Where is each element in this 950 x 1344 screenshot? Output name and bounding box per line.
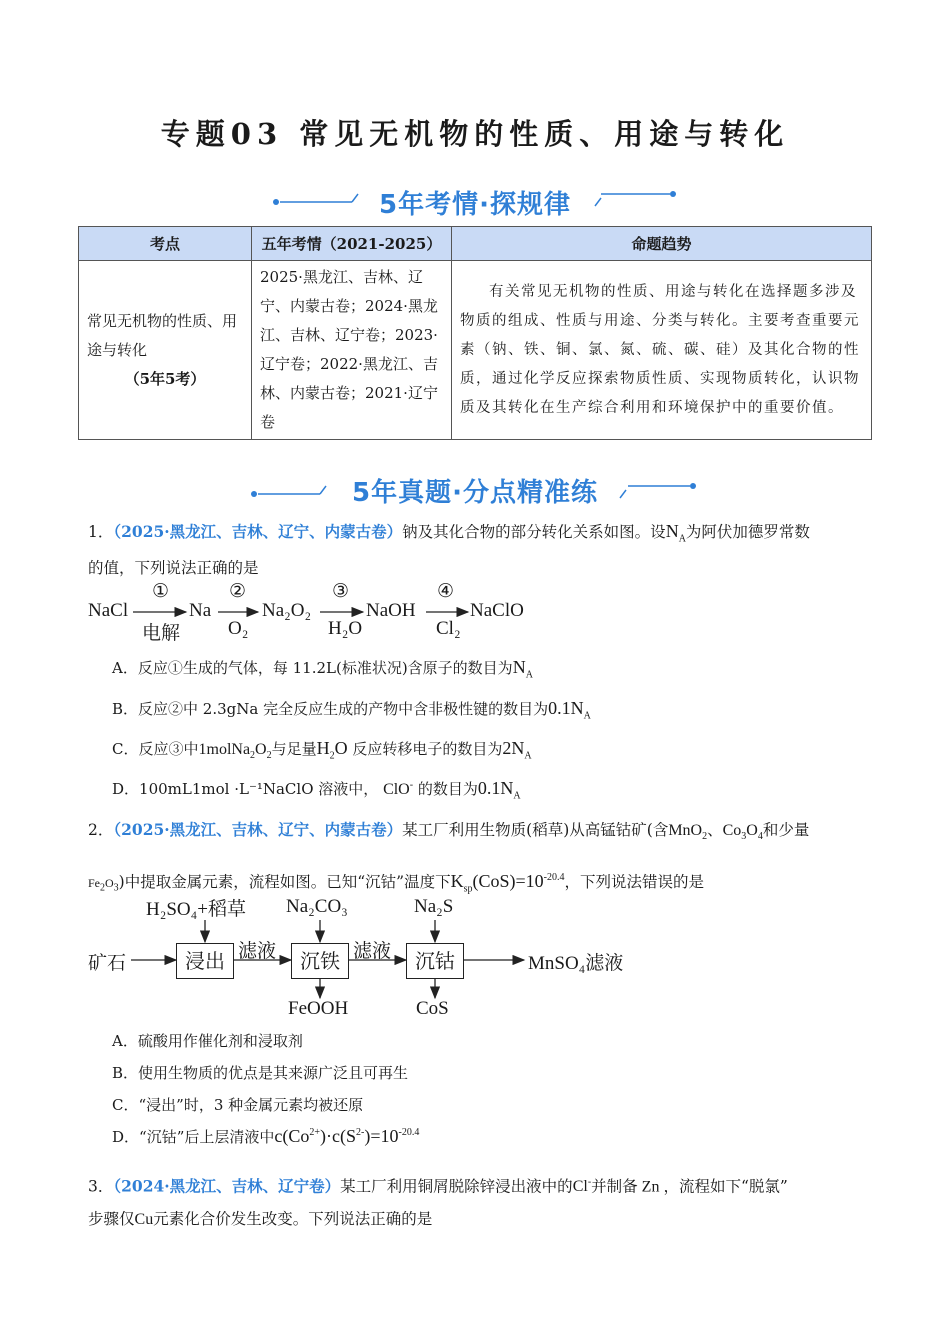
flow-reagent-3: Na₂S — [414, 896, 454, 917]
question-text: )中提取金属元素，流程如图。已知“沉钴”温度下 — [118, 873, 451, 892]
question-text: 某工厂利用生物质(稻草)从高锰钴矿(含 — [402, 821, 669, 839]
math-mno2: MnO$_2$ — [668, 822, 708, 843]
flow-box-cobalt-precipitation: 沉钴 — [406, 943, 464, 979]
option-text: “沉钴”后上层清液中 — [139, 1128, 275, 1146]
option-text: “浸出”时，3 种金属元素均被还原 — [138, 1096, 364, 1114]
option-text: 反应转移电子的数目为 — [352, 740, 503, 758]
option-text: 的数目为 — [417, 780, 478, 798]
question-source: （2025·黑龙江、吉林、辽宁、内蒙古卷） — [113, 820, 403, 839]
option-c[interactable] — [112, 1094, 363, 1115]
question-text: 和少量 — [762, 821, 810, 839]
condition-electrolysis: 电解 — [142, 623, 181, 644]
math-h2o: $H_2O$ — [316, 738, 348, 762]
option-label: D． — [112, 1128, 140, 1146]
option-d[interactable] — [112, 778, 521, 802]
question-3-stem — [88, 1168, 878, 1201]
option-text: 反应②中 2.3gNa 完全反应生成的产物中含非极性键的数目为 — [138, 700, 549, 718]
question-1 — [88, 517, 878, 583]
math-01na: $0.1N_A$ — [477, 778, 521, 802]
flow-reagent-1: H₂SO₄+稻草 — [146, 899, 246, 920]
math-1mol-na2o2: $1molNa_2O_2$ — [198, 741, 272, 762]
option-label: A． — [112, 659, 138, 677]
math-ion-product: $c(Co^{2+})\cdot c(S^{2-})=10^{-20.4}$ — [274, 1126, 420, 1146]
table-header-topic: 考点 — [79, 227, 252, 261]
question-source: （2024·黑龙江、吉林、辽宁卷） — [113, 1176, 341, 1196]
option-a[interactable] — [112, 1030, 303, 1051]
question-text: 并制备 — [591, 1177, 638, 1196]
species-na2o2: Na₂O₂ — [262, 600, 312, 621]
species-naclo: NaClO — [470, 600, 524, 621]
section-banner-exam-trends — [0, 180, 950, 220]
option-text: 反应①生成的气体，每 11.2L(标准状况)含原子的数目为 — [137, 659, 513, 677]
species-naoh: NaOH — [366, 600, 416, 621]
flow-product-feooh: FeOOH — [288, 998, 349, 1019]
option-text: 反应③中 — [138, 740, 199, 758]
math-zn: Zn — [637, 1178, 664, 1196]
condition-h2o: H₂O — [328, 618, 363, 639]
process-flow-diagram — [88, 892, 648, 1022]
step-2: ② — [229, 581, 247, 602]
option-a[interactable] — [112, 657, 533, 681]
option-b[interactable] — [112, 698, 591, 722]
math-na: $N_A$ — [665, 521, 686, 545]
option-label: D． — [112, 780, 140, 798]
banner-title: 5年考情·探规律 — [379, 190, 571, 220]
question-source: （2025·黑龙江、吉林、辽宁、内蒙古卷） — [113, 522, 403, 541]
section-banner-past-exams — [0, 468, 950, 508]
math-clo: ClO- — [383, 779, 414, 798]
flow-end: MnSO₄滤液 — [528, 953, 624, 974]
condition-cl2: Cl₂ — [436, 618, 461, 639]
option-label: C． — [112, 740, 139, 758]
page-title: 专题03 常见无机物的性质、用途与转化 — [160, 117, 790, 151]
question-3-stem-line2 — [88, 1205, 878, 1234]
question-number: 2． — [88, 821, 114, 839]
table-header-trend: 命题趋势 — [452, 227, 872, 261]
flow-box-iron-precipitation: 沉铁 — [291, 943, 349, 979]
option-label: C． — [112, 1096, 139, 1114]
question-text: 为阿伏加德罗常数 — [685, 523, 810, 541]
table-header-history: 五年考情（2021-2025） — [252, 227, 452, 261]
question-1-stem — [88, 517, 878, 554]
option-b[interactable] — [112, 1062, 408, 1083]
option-label: B． — [112, 1064, 139, 1082]
question-text: 、 — [707, 821, 723, 839]
math-ksp: $K_{sp}(CoS)=10^{-20.4}$ — [450, 871, 565, 895]
question-2 — [88, 815, 878, 904]
math-cl-ion: Cl- — [572, 1177, 592, 1196]
math-co3o4: $Co_3O_4$ — [722, 822, 763, 843]
table-row — [79, 261, 872, 440]
math-01na: $0.1N_A$ — [548, 698, 591, 722]
table-cell-trend: 有关常见无机物的性质、用途与转化在选择题多涉及物质的组成、性质与用途、分类与转化。主要考查重要元素（钠、铁、铜、氯、氮、硫、碳、硅）及其化合物的性质，通过化学反应探索物质性质、实现物质转化，认识物质及其转化在生产综合利用和环境保护中的重要价值。 — [452, 261, 872, 440]
option-d[interactable] — [112, 1126, 419, 1147]
question-number: 3． — [88, 1177, 114, 1196]
option-text: 硫酸用作催化剂和浸取剂 — [137, 1032, 303, 1050]
question-text: ，流程如下“脱氯” — [663, 1177, 788, 1196]
topic-text: 常见无机物的性质、用途与转化 — [87, 311, 238, 359]
flow-reagent-2: Na₂CO₃ — [286, 896, 348, 917]
step-1: ① — [152, 581, 170, 602]
step-3: ③ — [332, 581, 350, 602]
flow-filtrate-2: 滤液 — [353, 941, 392, 962]
exam-trend-table — [78, 226, 872, 440]
question-text: 某工厂利用铜屑脱除锌浸出液中的 — [340, 1177, 573, 1196]
condition-o2: O₂ — [228, 618, 249, 639]
math-na: $N_A$ — [512, 657, 533, 681]
species-nacl: NaCl — [88, 600, 129, 621]
question-text: 元素化合价发生改变。下列说法正确的是 — [153, 1210, 433, 1229]
table-cell-topic — [79, 261, 252, 440]
math-cu: Cu — [134, 1211, 154, 1229]
option-text: 100mL1mol ·L⁻¹NaClO 溶液中， — [139, 780, 379, 798]
banner-title: 5年真题·分点精准练 — [352, 478, 598, 508]
question-text: 钠及其化合物的部分转化关系如图。设 — [402, 523, 666, 541]
option-label: B． — [112, 700, 139, 718]
question-number: 1． — [88, 523, 114, 541]
reaction-scheme — [88, 580, 548, 642]
option-text: 使用生物质的优点是其来源广泛且可再生 — [138, 1064, 409, 1082]
question-text: 的值，下列说法正确的是 — [88, 558, 259, 577]
math-2na: $2N_A$ — [502, 738, 532, 762]
option-text: 与足量 — [271, 740, 317, 758]
option-label: A． — [112, 1032, 138, 1050]
step-4: ④ — [437, 581, 455, 602]
flow-start: 矿石 — [88, 953, 127, 974]
option-c[interactable] — [112, 738, 532, 762]
table-header-row — [79, 227, 872, 261]
topic-count: （5年5考） — [124, 369, 206, 388]
table-cell-history: 2025·黑龙江、吉林、辽宁、内蒙古卷；2024·黑龙江、吉林、辽宁卷；2023·辽宁卷；2022·黑龙江、吉林、内蒙古卷；2021·辽宁卷 — [252, 261, 452, 440]
question-text: 步骤仅 — [88, 1210, 135, 1229]
flow-filtrate-1: 滤液 — [238, 941, 277, 962]
question-text: ，下列说法错误的是 — [564, 873, 704, 892]
flow-product-cos: CoS — [416, 998, 449, 1019]
math-fe2o3: $Fe_2O_3$ — [88, 876, 119, 894]
flow-box-leaching: 浸出 — [176, 943, 234, 979]
species-na: Na — [189, 600, 212, 621]
question-3 — [88, 1168, 878, 1234]
question-2-stem — [88, 815, 878, 851]
